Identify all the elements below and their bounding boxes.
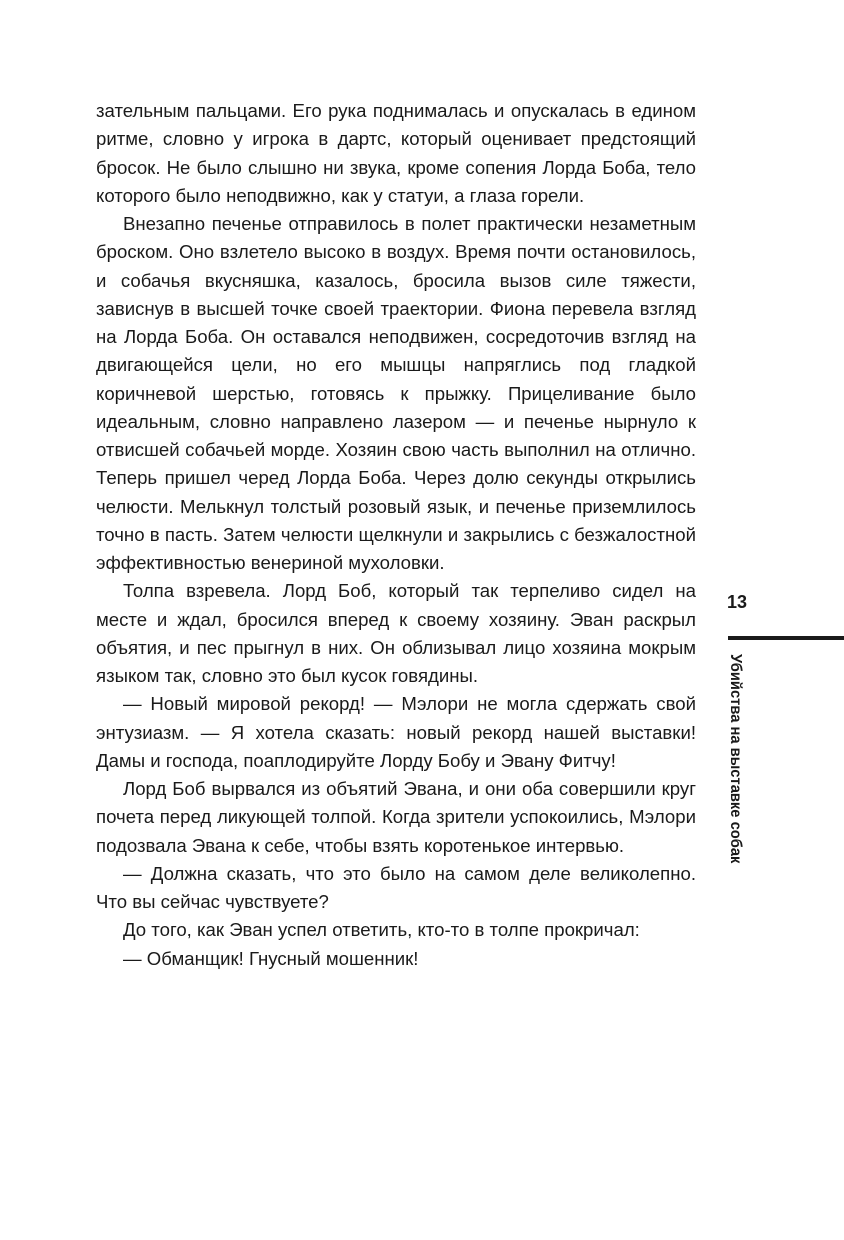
paragraph-5: Лорд Боб вырвался из объятий Эвана, и они оба совершили круг почета перед ликующей толпой. Когда зрители успокоились, Мэлори подозвала Эвана к себе, чтобы взять коротенькое интервью. <box>96 778 696 856</box>
running-title: Убийства на выставке собак <box>727 654 744 864</box>
side-rule-divider <box>728 636 844 640</box>
paragraph-6: — Должна сказать, что это было на самом деле великолепно. Что вы сейчас чувствуете? <box>96 862 696 912</box>
paragraph-8: — Обманщик! Гнусный мошенник! <box>123 947 419 969</box>
paragraph-4: — Новый мировой рекорд! — Мэлори не могла сдержать свой энтузиазм. — Я хотела сказать: новый рекорд нашей выставки! Дамы и господа, поаплодируйте Лорду Бобу и Эвану Фитчу! <box>96 693 696 771</box>
body-text <box>96 97 696 973</box>
paragraph-7: До того, как Эван успел ответить, кто-то в толпе прокричал: <box>123 919 640 941</box>
paragraph-1: зательным пальцами. Его рука поднималась и опускалась в едином ритме, словно у игрока в дартс, который оценивает предстоящий бросок. Не было слышно ни звука, кроме сопения Лорда Боба, тело которого было неподвижно, как у статуи, а глаза горели. <box>96 100 696 206</box>
paragraph-3: Толпа взревела. Лорд Боб, который так терпеливо сидел на месте и ждал, бросился вперед к своему хозяину. Эван раскрыл объятия, и пес прыгнул в них. Он облизывал лицо хозяина мокрым языком так, словно это был кусок говядины. <box>96 580 696 686</box>
paragraph-2: Внезапно печенье отправилось в полет практически незаметным броском. Оно взлетело высоко в воздух. Время почти остановилось, и собачья вкусняшка, казалось, бросила вызов силе тяжести, зависнув в высшей точке своей траектории. Фиона перевела взгляд на Лорда Боба. Он оставался неподвижен, сосредоточив взгляд на двигающейся цели, но его мышцы напряглись под гладкой коричневой шерстью, готовясь к прыжку. Прицеливание было идеальным, словно направлено лазером — и печенье нырнуло к отвисшей собачьей морде. Хозяин свою часть выполнил на отлично. Теперь пришел черед Лорда Боба. Через долю секунды открылись челюсти. Мелькнул толстый розовый язык, и печенье приземлилось точно в пасть. Затем челюсти щелкнули и закрылись с безжалостной эффективностью венериной мухоловки. <box>96 213 696 573</box>
page-number: 13 <box>727 592 748 612</box>
